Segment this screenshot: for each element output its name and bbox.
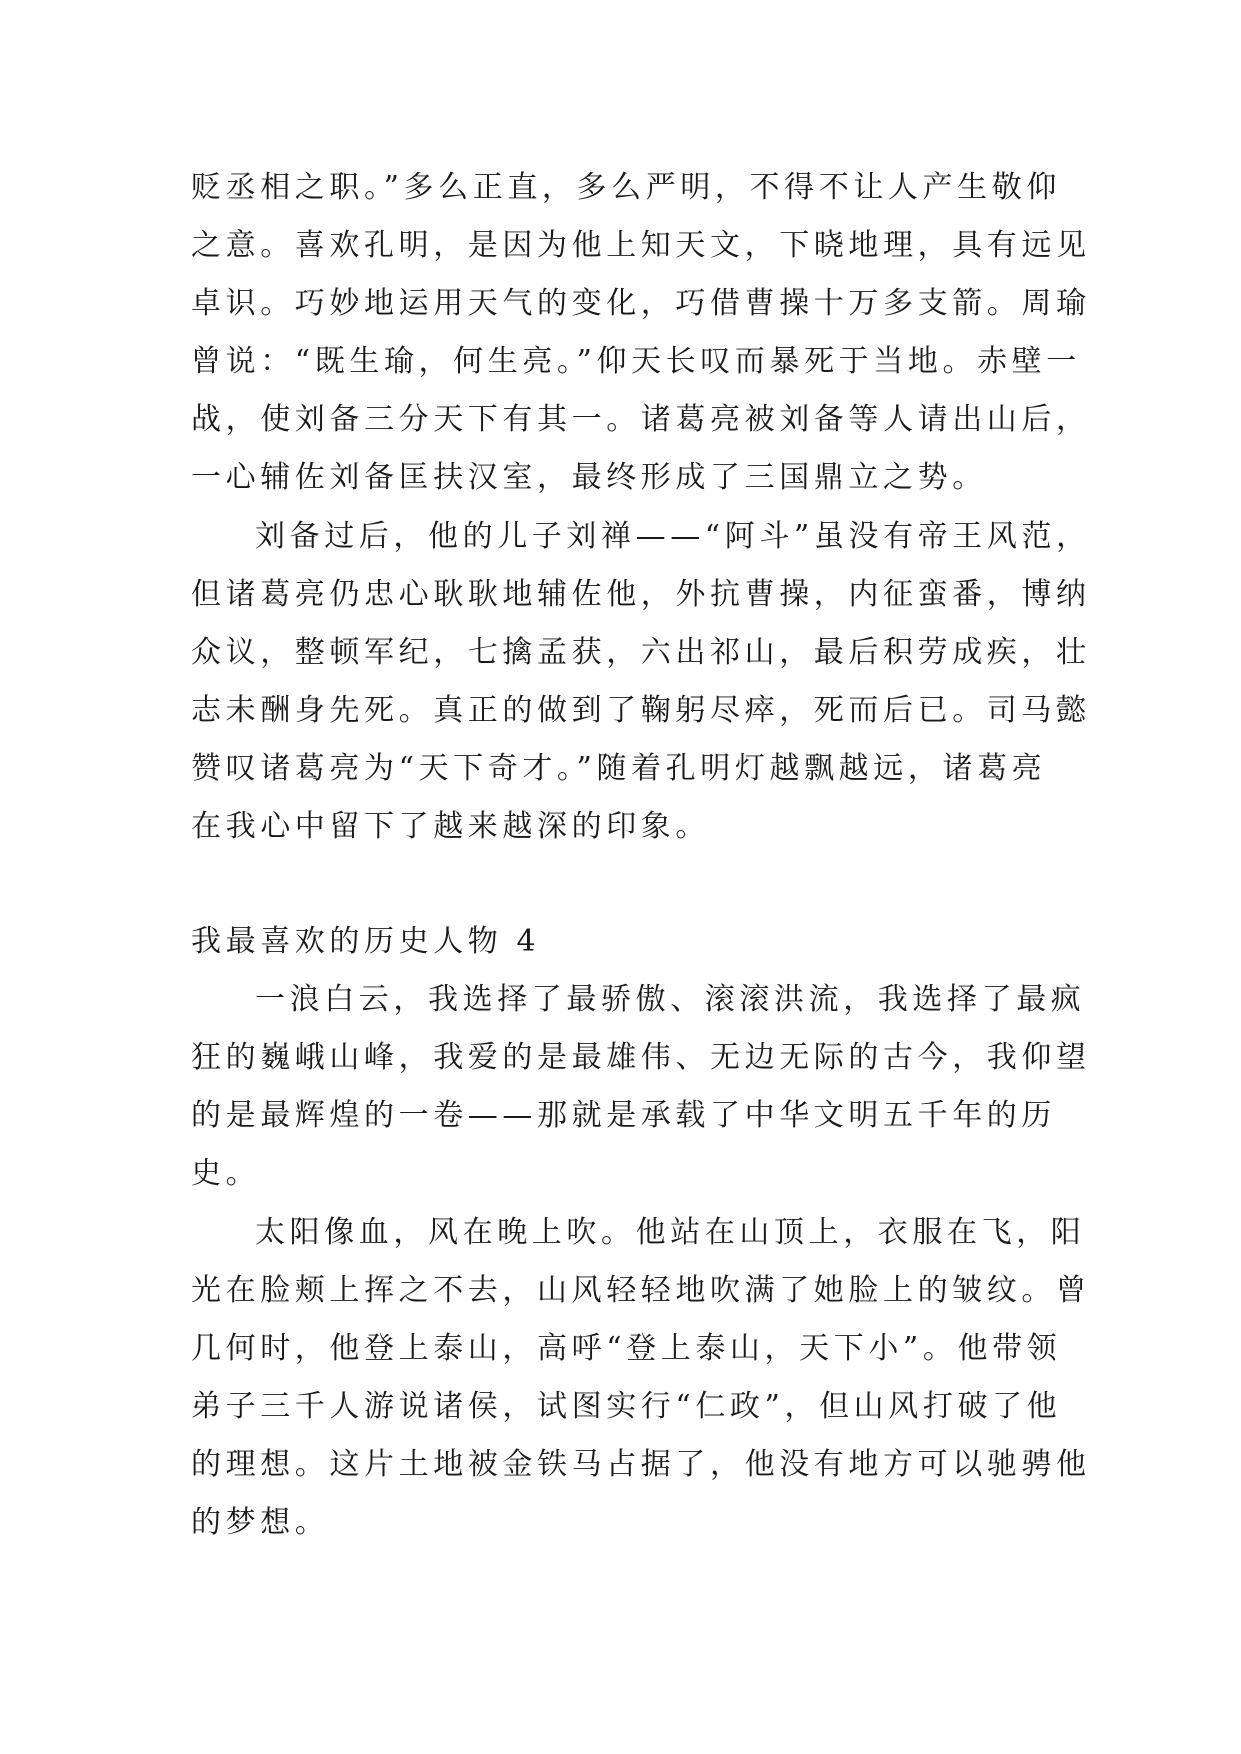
- paragraph-line: 在我心中留下了越来越深的印象。: [191, 809, 710, 844]
- paragraph-line: 曾说：“既生瑜，何生亮。”仰天长叹而暴死于当地。赤壁一: [191, 344, 1081, 379]
- paragraph-line: 志未酬身先死。真正的做到了鞠躬尽瘁，死而后已。司马懿: [191, 693, 1091, 728]
- section-heading: 我最喜欢的历史人物 4: [191, 924, 541, 959]
- paragraph-line: 贬丞相之职。”多么正直，多么严明，不得不让人产生敬仰: [191, 170, 1061, 205]
- paragraph-line: 弟子三千人游说诸侯，试图实行“仁政”，但山风打破了他: [191, 1389, 1062, 1424]
- paragraph-line: 卓识。巧妙地运用天气的变化，巧借曹操十万多支箭。周瑜: [191, 286, 1091, 321]
- paragraph-line: 一心辅佐刘备匡扶汉室，最终形成了三国鼎立之势。: [191, 460, 987, 495]
- paragraph-line: 众议，整顿军纪，七擒孟获，六出祁山，最后积劳成疾，壮: [191, 635, 1091, 670]
- paragraph-line: 几何时，他登上泰山，高呼“登上泰山，天下小”。他带领: [191, 1331, 1062, 1366]
- paragraph-line: 光在脸颊上挥之不去，山风轻轻地吹满了她脸上的皱纹。曾: [191, 1273, 1091, 1308]
- paragraph-line: 的是最辉煌的一卷——那就是承载了中华文明五千年的历: [191, 1098, 1056, 1133]
- paragraph-4: [191, 1204, 1091, 1552]
- paragraph-line: 但诸葛亮仍忠心耿耿地辅佐他，外抗曹操，内征蛮番，博纳: [191, 577, 1091, 612]
- paragraph-line: 战，使刘备三分天下有其一。诸葛亮被刘备等人请出山后，: [191, 402, 1091, 437]
- paragraph-line: 之意。喜欢孔明，是因为他上知天文，下晓地理，具有远见: [191, 228, 1091, 263]
- paragraph-line: 史。: [191, 1156, 261, 1191]
- paragraph-3: [191, 971, 1091, 1203]
- paragraph-1: [191, 159, 1091, 507]
- paragraph-line: 狂的巍峨山峰，我爱的是最雄伟、无边无际的古今，我仰望: [191, 1040, 1091, 1075]
- paragraph-line: 的理想。这片土地被金铁马占据了，他没有地方可以驰骋他: [191, 1447, 1091, 1482]
- paragraph-line: 赞叹诸葛亮为“天下奇才。”随着孔明灯越飘越远，诸葛亮: [191, 751, 1047, 786]
- paragraph-2: [191, 508, 1091, 856]
- paragraph-line: 太阳像血，风在晚上吹。他站在山顶上，衣服在飞，阳: [255, 1215, 1086, 1250]
- paragraph-line: 的梦想。: [191, 1505, 330, 1540]
- paragraph-line: 刘备过后，他的儿子刘禅——“阿斗”虽没有帝王风范，: [255, 519, 1091, 554]
- paragraph-line: 一浪白云，我选择了最骄傲、滚滚洪流，我选择了最疯: [255, 982, 1086, 1017]
